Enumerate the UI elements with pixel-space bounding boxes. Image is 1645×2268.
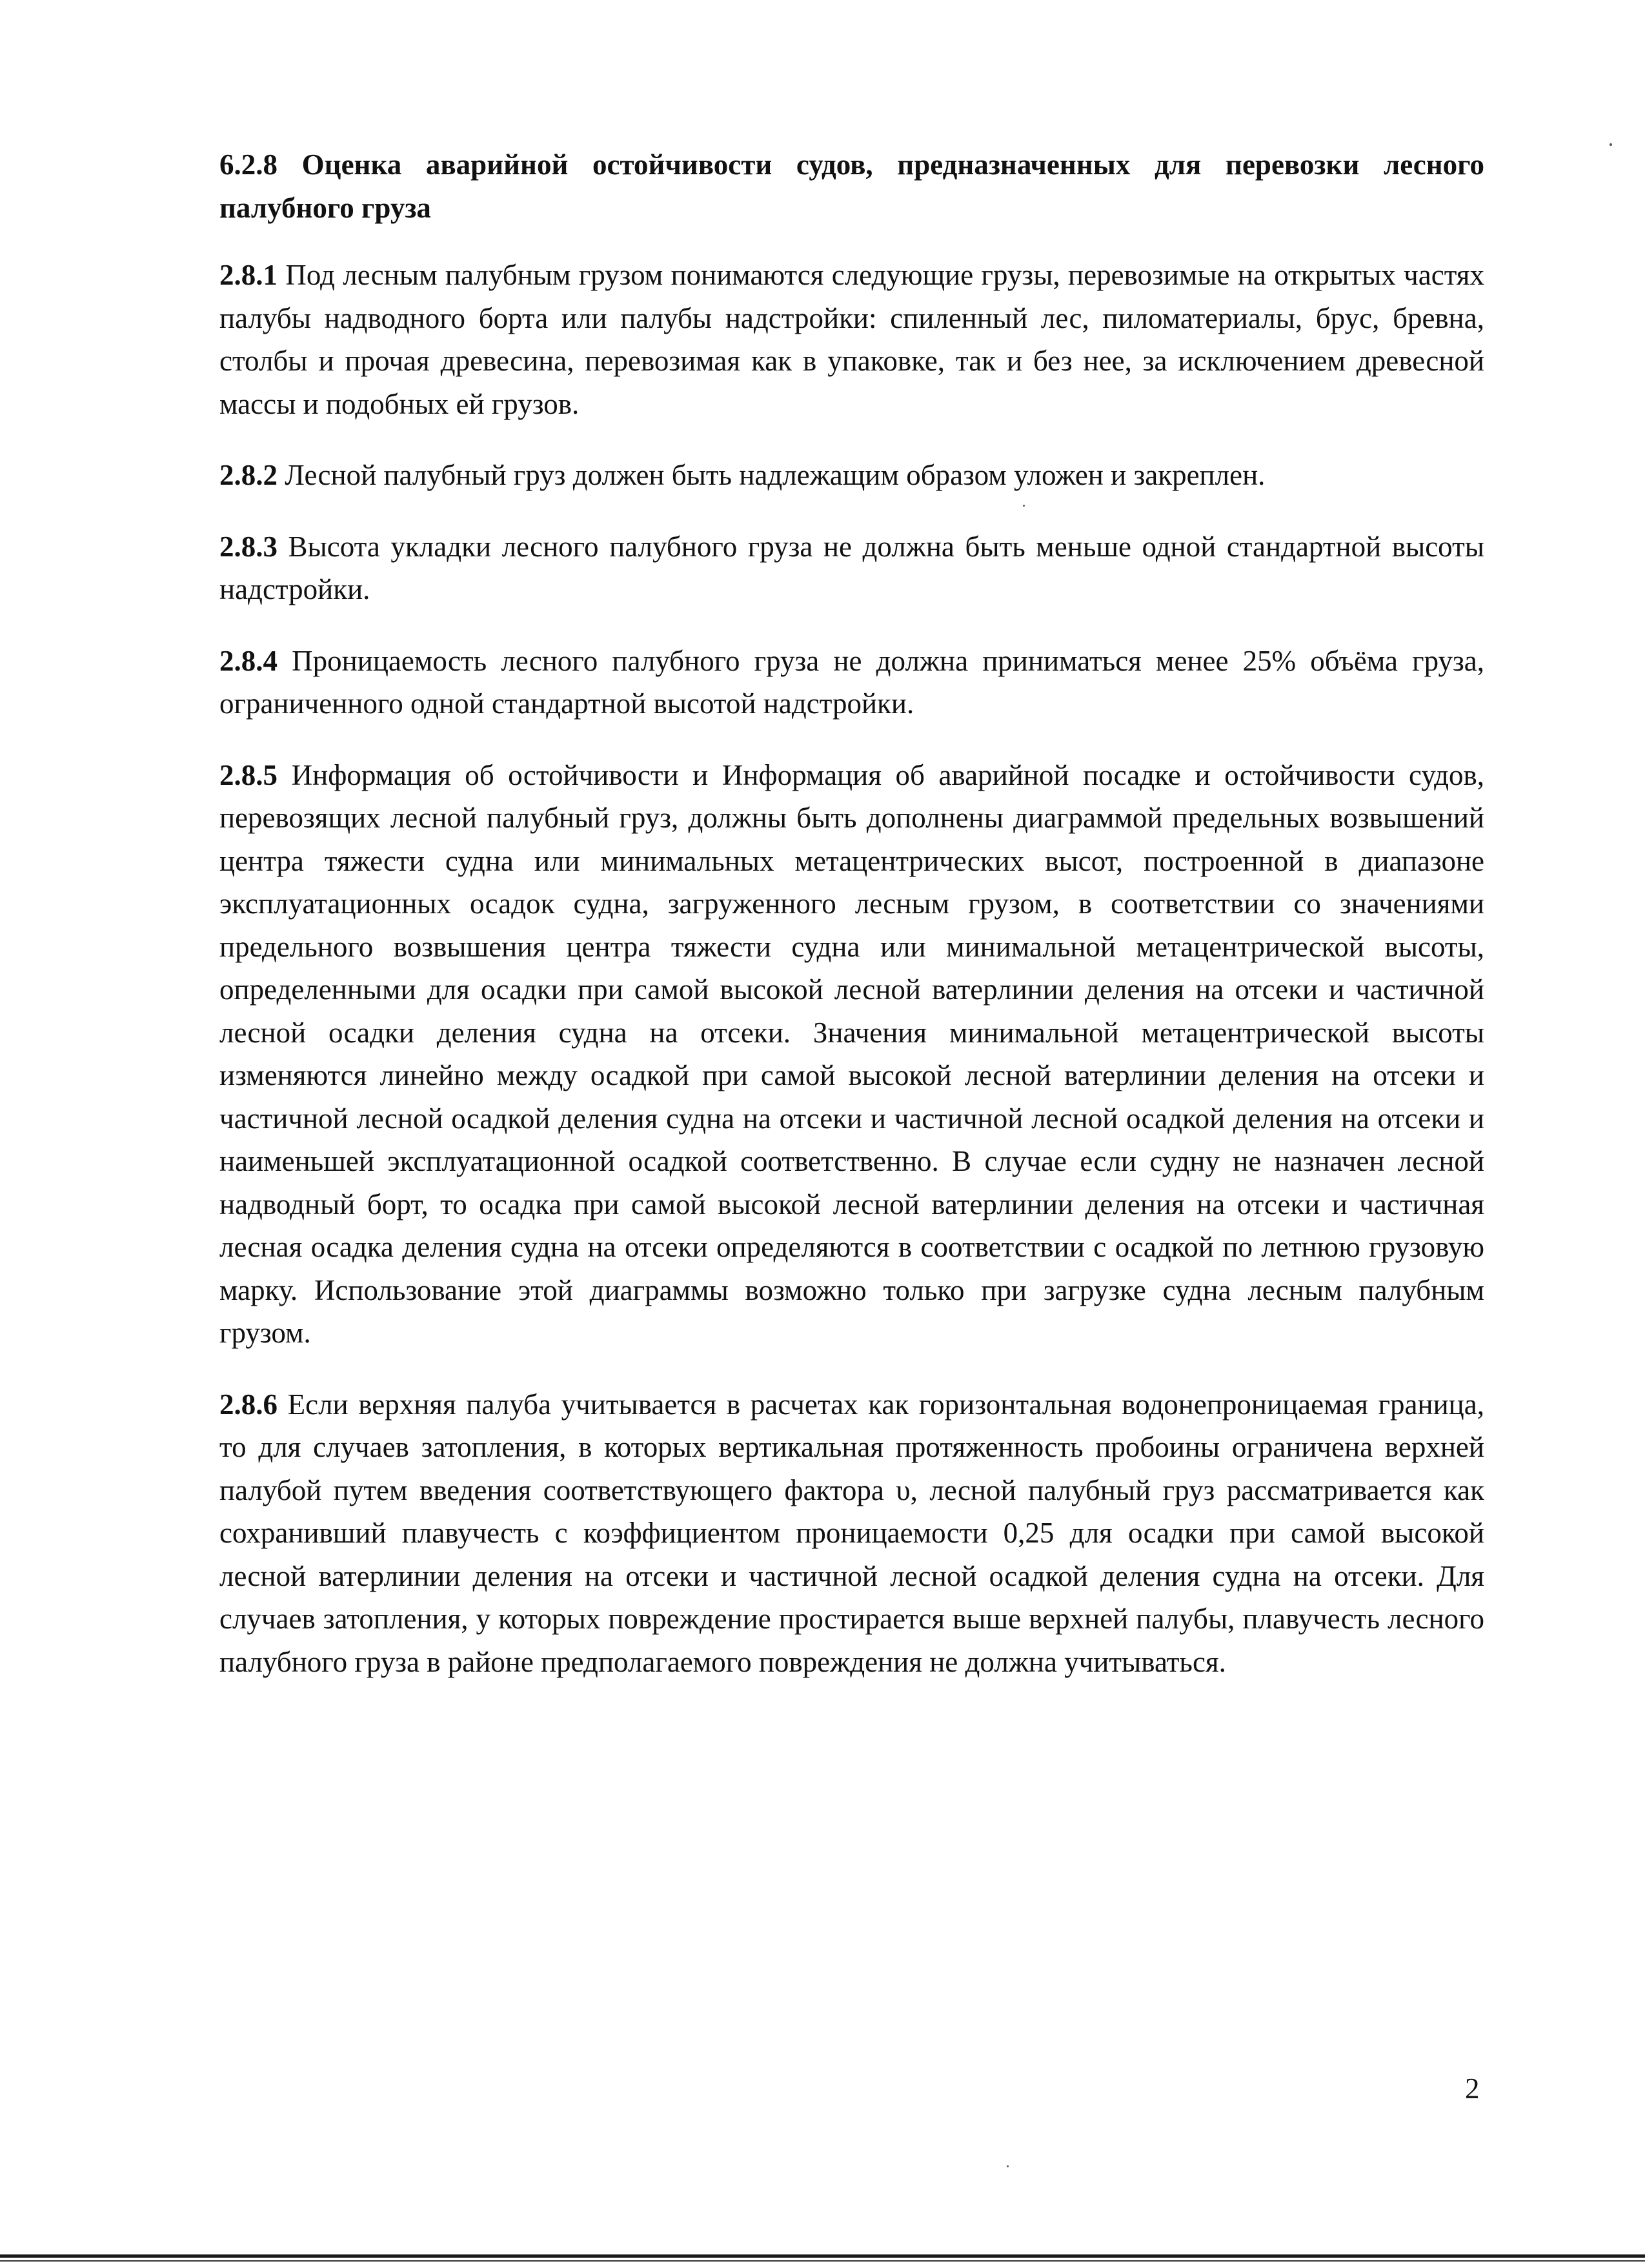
paragraph-2-8-2 bbox=[219, 454, 1484, 497]
scan-speck bbox=[1023, 505, 1025, 507]
paragraph-number: 2.8.2 bbox=[219, 459, 278, 491]
paragraph-2-8-1 bbox=[219, 254, 1484, 425]
paragraph-number: 2.8.6 bbox=[219, 1388, 278, 1421]
paragraph-2-8-3 bbox=[219, 525, 1484, 611]
page-number: 2 bbox=[1465, 2072, 1480, 2105]
paragraph-text: Под лесным палубным грузом понимаются следующие грузы, перевозимые на открытых частях палубы надводного борта или палубы надстройки: спиленный лес, пиломатериалы, брус, бревна, столбы и прочая древесина, перевозимая как в упаковке, так и без нее, за исключением древесной массы и подобных ей грузов. bbox=[219, 259, 1484, 420]
section-heading: 6.2.8 Оценка аварийной остойчивости судов, предназначенных для перевозки лесного палубного груза bbox=[219, 148, 1484, 224]
paragraph-2-8-6 bbox=[219, 1383, 1484, 1684]
paragraph-number: 2.8.4 bbox=[219, 644, 278, 677]
paragraph-number: 2.8.3 bbox=[219, 530, 278, 563]
paragraph-2-8-5 bbox=[219, 754, 1484, 1355]
paragraph-number: 2.8.1 bbox=[219, 259, 278, 291]
paragraph-text: Проницаемость лесного палубного груза не должна приниматься менее 25% объёма груза, ограниченного одной стандартной высотой надстройки. bbox=[219, 644, 1484, 720]
paragraph-text: Лесной палубный груз должен быть надлежащим образом уложен и закреплен. bbox=[278, 459, 1266, 491]
paragraph-text: Если верхняя палуба учитывается в расчетах как горизонтальная водонепроницаемая граница, то для случаев затопления, в которых вертикальная протяженность пробоины ограничена верхней палубой путем введения соответствующего фактора υ, лесной палубный груз рассматривается как сохранивший плавучесть с коэффициентом проницаемости 0,25 для осадки при самой высокой лесной ватерлинии деления на отсеки и частичной лесной осадкой деления судна на отсеки. Для случаев затопления, у которых повреждение простирается выше верхней палубы, плавучесть лесного палубного груза в районе предполагаемого повреждения не должна учитываться. bbox=[219, 1388, 1484, 1678]
scan-speck bbox=[1610, 143, 1612, 146]
paragraph-text: Информация об остойчивости и Информация об аварийной посадке и остойчивости судов, перевозящих лесной палубный груз, должны быть дополнены диаграммой предельных возвышений центра тяжести судна или минимальных метацентрических высот, построенной в диапазоне эксплуатационных осадок судна, загруженного лесным грузом, в соответствии со значениями предельного возвышения центра тяжести судна или минимальной метацентрической высоты, определенными для осадки при самой высокой лесной ватерлинии деления на отсеки и частичной лесной осадки деления судна на отсеки. Значения минимальной метацентрической высоты изменяются линейно между осадкой при самой высокой лесной ватерлинии деления на отсеки и частичной лесной осадкой деления судна на отсеки и частичной лесной осадкой деления на отсеки и наименьшей эксплуатационной осадкой соответственно. В случае если судну не назначен лесной надводный борт, то осадка при самой высокой лесной ватерлинии деления на отсеки и частичная лесная осадка деления судна на отсеки определяются в соответствии с осадкой по летнюю грузовую марку. Использование этой диаграммы возможно только при загрузке судна лесным палубным грузом. bbox=[219, 758, 1484, 1349]
paragraph-number: 2.8.5 bbox=[219, 758, 278, 791]
bottom-scan-line-thin bbox=[0, 2260, 1645, 2262]
paragraph-2-8-4 bbox=[219, 640, 1484, 725]
document-body bbox=[219, 143, 1484, 1712]
scan-speck bbox=[1007, 2165, 1009, 2167]
paragraph-text: Высота укладки лесного палубного груза не должна быть меньше одной стандартной высоты надстройки. bbox=[219, 530, 1484, 605]
bottom-scan-line bbox=[0, 2254, 1645, 2258]
